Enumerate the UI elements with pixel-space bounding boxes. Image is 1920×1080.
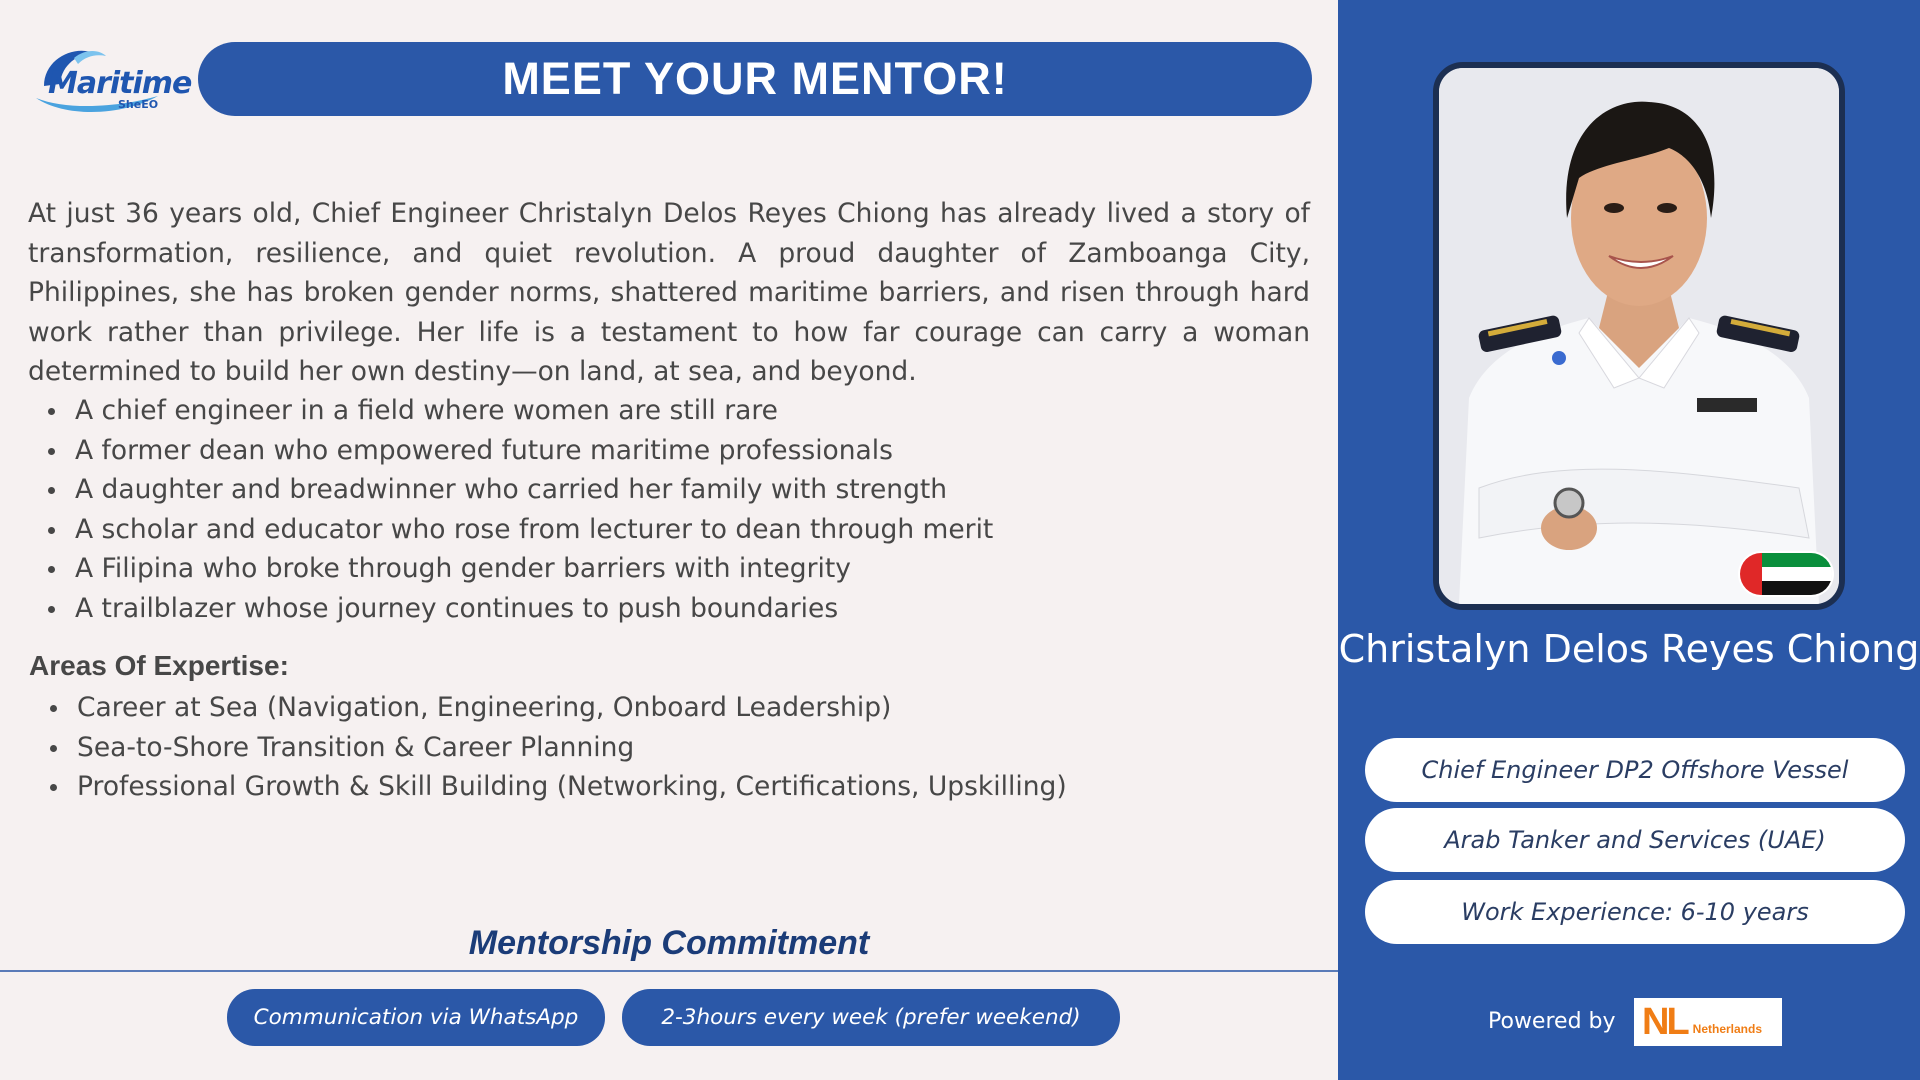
- list-item: A former dean who empowered future maritime professionals: [28, 431, 1310, 471]
- list-item: A Filipina who broke through gender barriers with integrity: [28, 549, 1310, 589]
- commitment-title: Mentorship Commitment: [468, 924, 870, 962]
- nl-netherlands-logo: [1634, 998, 1782, 1046]
- logo-text: Maritime: [48, 66, 192, 101]
- page-title-banner: [198, 42, 1312, 116]
- mentor-role-pill: Chief Engineer DP2 Offshore Vessel: [1365, 738, 1905, 802]
- uae-flag-icon: [1740, 553, 1832, 595]
- mentor-name: Christalyn Delos Reyes Chiong: [1338, 627, 1920, 671]
- list-item: Career at Sea (Navigation, Engineering, Onboard Leadership): [30, 688, 1312, 728]
- list-item: A trailblazer whose journey continues to push boundaries: [28, 589, 1310, 629]
- logo-subtext: SheEO: [118, 98, 159, 111]
- commitment-hours-pill: 2-3hours every week (prefer weekend): [622, 989, 1120, 1046]
- list-item: A scholar and educator who rose from lecturer to dean through merit: [28, 510, 1310, 550]
- divider: [0, 970, 1338, 972]
- list-item: Sea-to-Shore Transition & Career Planning: [30, 728, 1312, 768]
- mentor-portrait-icon: [1439, 68, 1839, 604]
- commitment-whatsapp-pill: Communication via WhatsApp: [227, 989, 605, 1046]
- maritime-sheeo-logo: [26, 38, 192, 118]
- mentor-company-pill: Arab Tanker and Services (UAE): [1365, 808, 1905, 872]
- page-title: MEET YOUR MENTOR!: [502, 53, 1008, 104]
- list-item: A daughter and breadwinner who carried her family with strength: [28, 470, 1310, 510]
- right-panel: [1338, 0, 1920, 1080]
- highlights-list: [28, 391, 1310, 628]
- intro-paragraph: At just 36 years old, Chief Engineer Christalyn Delos Reyes Chiong has already lived a story of transformation, resilience, and quiet revolution. A proud daughter of Zamboanga City, Philippines, she has broken gender norms, shattered maritime barriers, and risen through hard work rather than privilege. Her life is a testament to how far courage can carry a woman determined to build her own destiny—on land, at sea, and beyond.: [28, 198, 1310, 387]
- mentor-experience-pill: Work Experience: 6-10 years: [1365, 880, 1905, 944]
- nl-logo-mark: NL: [1642, 1000, 1687, 1043]
- expertise-list: [30, 688, 1312, 807]
- powered-by-label: Powered by: [1488, 1009, 1616, 1034]
- list-item: A chief engineer in a field where women are still rare: [28, 391, 1310, 431]
- mentor-photo: [1433, 62, 1845, 610]
- list-item: Professional Growth & Skill Building (Networking, Certifications, Upskilling): [30, 767, 1312, 807]
- nl-logo-subtext: Netherlands: [1692, 1022, 1763, 1036]
- expertise-heading: Areas Of Expertise:: [29, 650, 289, 681]
